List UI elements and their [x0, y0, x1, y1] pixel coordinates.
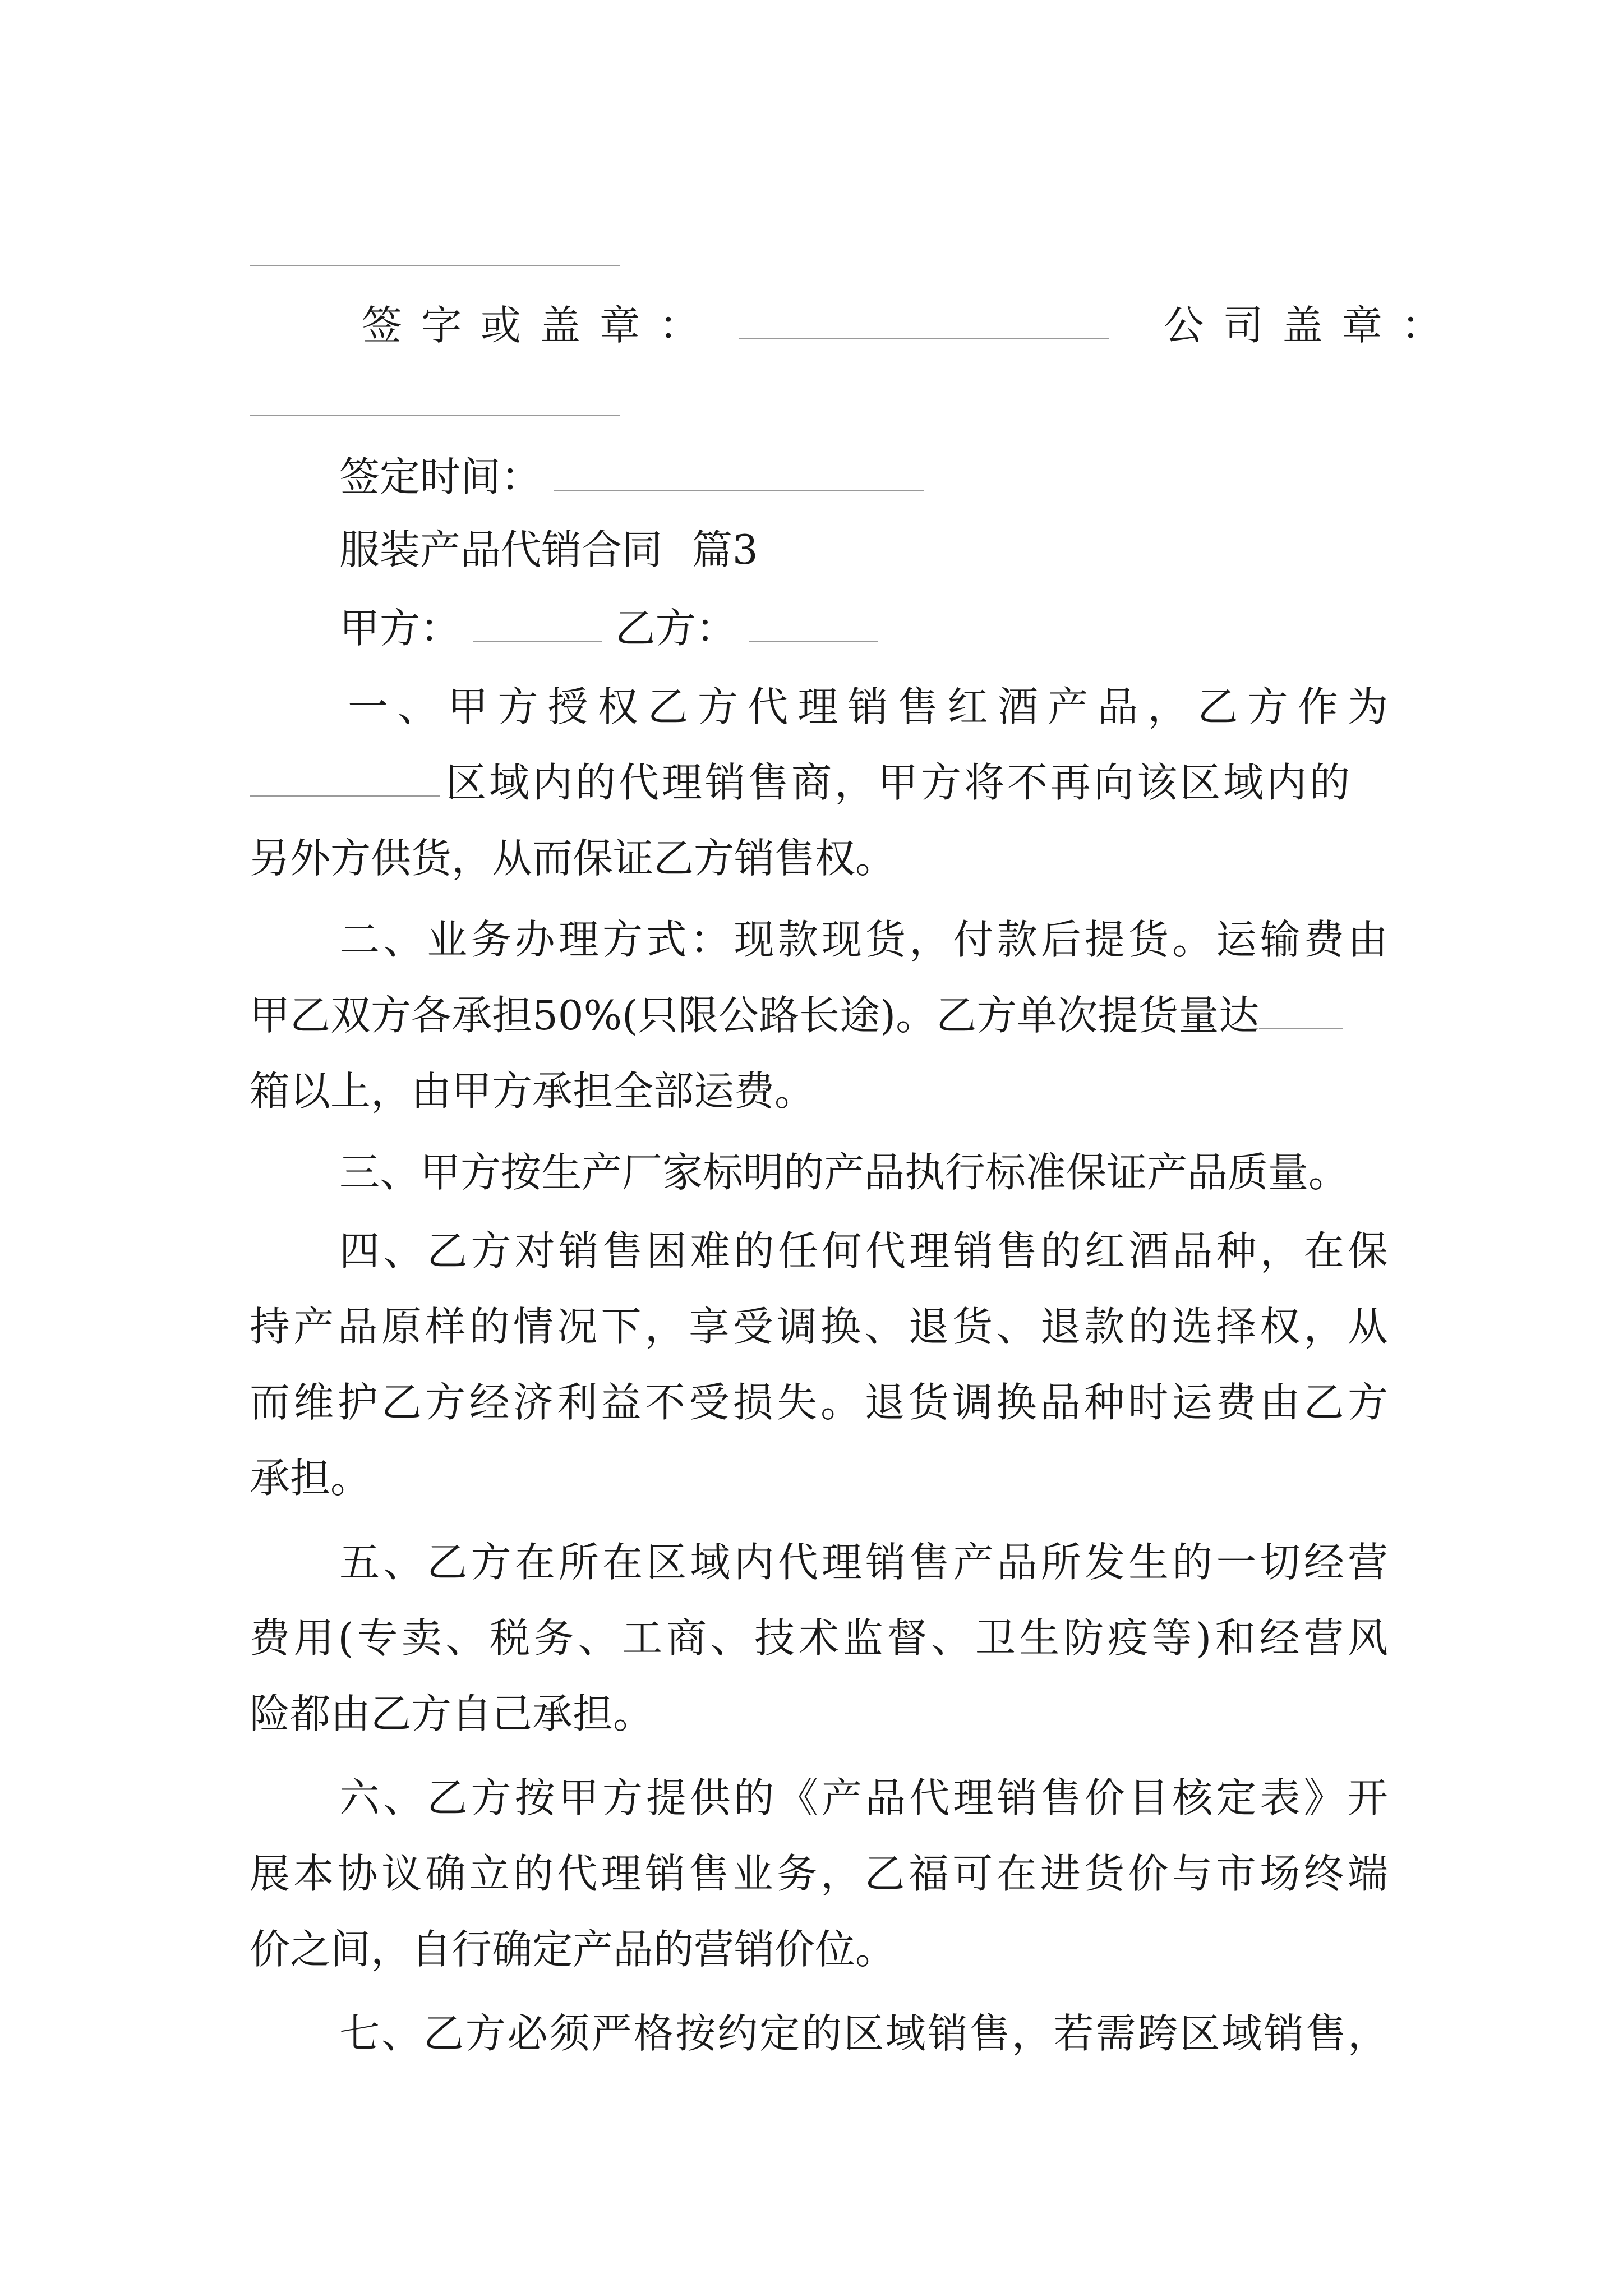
sign-date-label: 签定时间： — [339, 453, 542, 500]
clause-4-text-4: 承担。 — [250, 1455, 371, 1502]
clause-4-line-3 — [250, 1374, 1388, 1430]
clause-4-text-1: 四、乙方对销售困难的任何代理销售的红酒品种，在保 — [339, 1227, 1388, 1274]
sign-or-seal-blank[interactable] — [739, 338, 1109, 339]
company-seal-underline — [250, 415, 620, 416]
clause-3-line-1 — [339, 1144, 1399, 1200]
clause-4-text-3: 而维护乙方经济利益不受损失。退货调换品种时运费由乙方 — [250, 1379, 1388, 1426]
clause-6-text-2: 展本协议确立的代理销售业务，乙福可在进货价与市场终端 — [250, 1850, 1388, 1897]
clause-5-line-1 — [339, 1534, 1388, 1590]
clause-1-text-2: 区域内的代理销售商，甲方将不再向该区域内的 — [446, 759, 1353, 806]
clause-1-line-2 — [250, 754, 1388, 811]
clause-7-text-1: 七、乙方必须严格按约定的区域销售，若需跨区域销售， — [339, 2010, 1388, 2057]
box-quantity-blank[interactable] — [1259, 1028, 1343, 1029]
clause-2-line-2 — [250, 987, 1388, 1043]
clause-1-text-3: 另外方供货，从而保证乙方销售权。 — [250, 835, 896, 882]
clause-2-text-1: 二、业务办理方式：现款现货，付款后提货。运输费由 — [339, 916, 1388, 963]
sign-date-line — [339, 449, 1012, 505]
clause-4-line-1 — [339, 1223, 1388, 1279]
sign-or-seal-label: 签字或盖章： — [362, 302, 719, 349]
clause-1-line-3 — [250, 830, 1388, 886]
clause-5-line-2 — [250, 1610, 1388, 1666]
clause-4-text-2: 持产品原样的情况下，享受调换、退货、退款的选择权，从 — [250, 1303, 1388, 1350]
clause-5-text-1: 五、乙方在所在区域内代理销售产品所发生的一切经营 — [339, 1539, 1388, 1586]
clause-6-line-3 — [250, 1921, 1388, 1977]
clause-1-line-1 — [348, 679, 1388, 735]
clause-3-text-1: 三、甲方按生产厂家标明的产品执行标准保证产品质量。 — [339, 1149, 1349, 1196]
parties-line — [339, 600, 1012, 656]
article-number: 篇3 — [691, 526, 758, 573]
sign-date-blank[interactable] — [554, 489, 924, 491]
clause-5-line-3 — [250, 1686, 1388, 1742]
clause-4-line-4 — [250, 1450, 1388, 1506]
party-b-label: 乙方： — [615, 605, 736, 652]
clause-2-line-3 — [250, 1063, 1388, 1119]
clause-5-text-3: 险都由乙方自己承担。 — [250, 1690, 654, 1737]
party-a-blank[interactable] — [473, 641, 602, 642]
clause-6-line-2 — [250, 1846, 1388, 1902]
party-a-label: 甲方： — [339, 605, 461, 652]
company-seal-label: 公司盖章： — [1163, 302, 1461, 349]
clause-6-text-3: 价之间，自行确定产品的营销价位。 — [250, 1926, 896, 1973]
signature-line — [362, 297, 1461, 353]
signature-underline-top — [250, 265, 620, 266]
clause-6-text-1: 六、乙方按甲方提供的《产品代理销售价目核定表》开 — [339, 1774, 1388, 1821]
clause-2-text-3: 箱以上，由甲方承担全部运费。 — [250, 1068, 815, 1115]
clause-5-text-2: 费用(专卖、税务、工商、技术监督、卫生防疫等)和经营风 — [250, 1614, 1388, 1662]
party-b-blank[interactable] — [749, 641, 878, 642]
clause-4-line-2 — [250, 1299, 1388, 1355]
contract-title: 服装产品代销合同 — [339, 526, 663, 573]
clause-2-text-2: 甲乙双方各承担50%(只限公路长途)。乙方单次提货量达 — [250, 992, 1260, 1039]
clause-7-line-1 — [339, 2005, 1388, 2062]
region-blank[interactable] — [250, 795, 440, 797]
clause-2-line-1 — [339, 912, 1388, 968]
clause-6-line-1 — [339, 1770, 1388, 1826]
contract-title-line — [339, 522, 1012, 578]
clause-1-text-1: 一、甲方授权乙方代理销售红酒产品，乙方作为 — [348, 683, 1388, 730]
